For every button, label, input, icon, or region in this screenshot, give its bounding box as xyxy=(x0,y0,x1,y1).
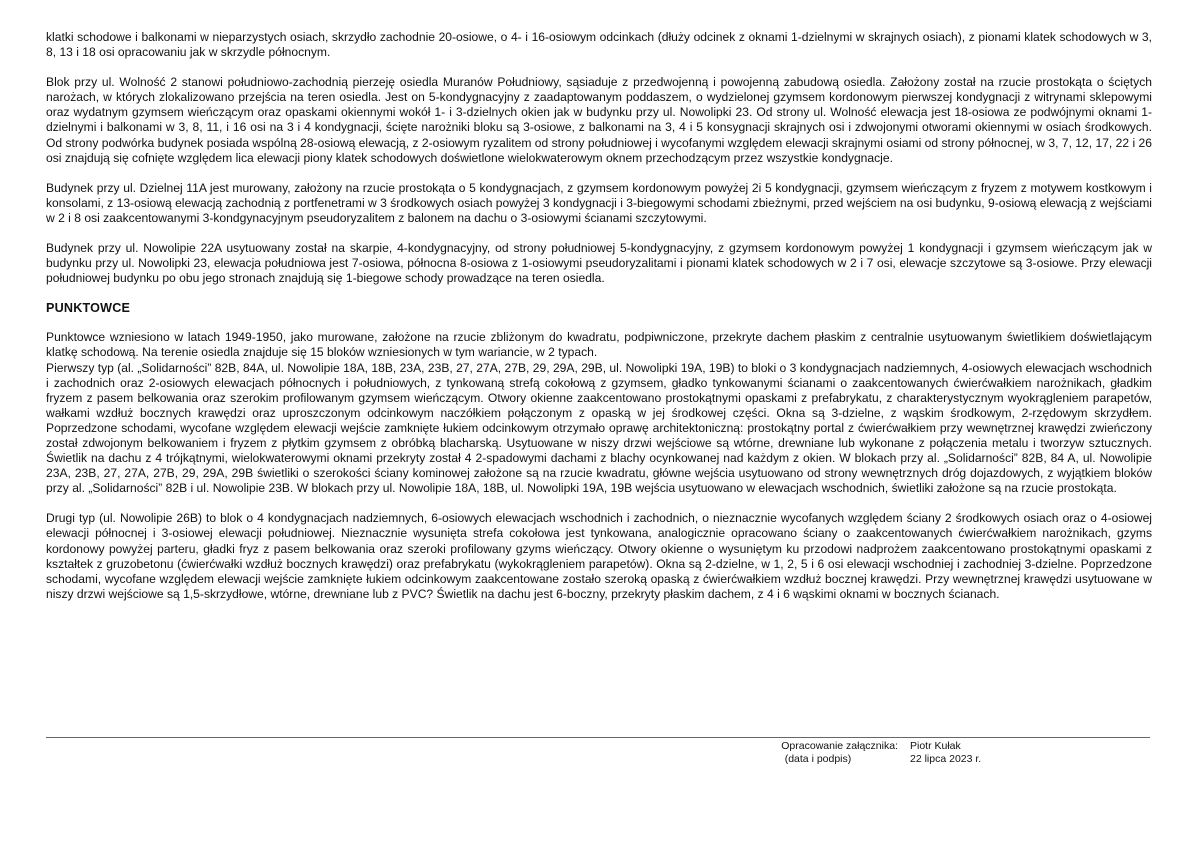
document-body xyxy=(46,30,1152,617)
paragraph-nowolipie-22a: Budynek przy ul. Nowolipie 22A usytuowany został na skarpie, 4-kondygnacyjny, od strony południowej 5-kondygnacyjny, z gzymsem kordonowym powyżej 1 kondygnacji i gzymsem wieńczącym jak w budynku przy ul. Nowolipki 23, elewacja południowa jest 7-osiowa, północna 8-osiowa z 1-osiowymi pseudoryzalitami i pionami klatek schodowych w 2 i 7 osi, elewacje szczytowe są 3-osiowe. Przy elewacji południowej budynku po obu jego stronach znajdują się 1-biegowe schody prowadzące na teren osiedla. xyxy=(46,241,1152,286)
footer-divider xyxy=(46,737,1150,738)
paragraph-first-type: Pierwszy typ (al. „Solidarności” 82B, 84A, ul. Nowolipie 18A, 18B, 23A, 23B, 27, 27A, 27B, 29, 29A, 29B, ul. Nowolipki 19A, 19B) to bloki o 3 kondygnacjach nadziemnych, 4-osiowych elewacjach wschodnich i zachodnich oraz 2-osiowych elewacjach północnych i południowych, z tynkowaną strefą cokołową z gzymsem, gładko tynkowanymi ścianami o zaakcentowanych ćwierćwałkiem narożnikach, gładkim fryzem z pasem belkowania oraz szerokim profilowanym gzymsem wieńczącym. Otwory okienne zaakcentowano prostokątnymi opaskami z prefabrykatu, z charakterystycznym wyokrągleniem parapetów, wałkami wzdłuż bocznych krawędzi oraz uproszczonym odcinkowym naczółkiem połączonym z opaską w jej środkowej części. Okna są 3-dzielne, z wąskim środkowym, 2-rzędowym skrzydłem. Poprzedzone schodami, wycofane względem elewacji wejście zamknięte łukiem odcinkowym otrzymało oprawę architektoniczną: prostokątny portal z ćwierćwałkiem przy wewnętrznej krawędzi zwieńczony został zdwojonym belkowaniem i fryzem z płytkim gzymsem z obróbką blacharską. Usytuowane w niszy drzwi wejściowe są wtórne, drewniane lub wykonane z połączenia metalu i tworzyw sztucznych. Świetlik na dachu z 4 trójkątnymi, wielokwaterowymi oknami przekryty został 4 2-spadowymi dachami z blachy ocynkowanej nad każdym z okien. W blokach przy al. „Solidarności” 82B, 84 A, ul. Nowolipie 23A, 23B, 27, 27A, 27B, 29, 29A, 29B świetliki o szerokości ściany kominowej założone są na rzucie kwadratu, główne wejścia usytuowano od strony wewnętrznych dróg dojazdowych, z wyjątkiem bloków przy al. „Solidarności” 82B i ul. Nowolipie 23B. W blokach przy ul. Nowolipie 18A, 18B, ul. Nowolipki 19A, 19B wejścia usytuowano w elewacjach wschodnich, świetliki założone są na rzucie prostokąta. xyxy=(46,360,1152,496)
paragraph-wolnosc-2: Blok przy ul. Wolność 2 stanowi południowo-zachodnią pierzeję osiedla Muranów Południowy, sąsiaduje z przedwojenną i powojenną zabudową osiedla. Założony został na rzucie prostokąta o ściętych narożach, w których zlokalizowano przejścia na teren osiedla. Jest on 5-kondygnacyjny z zaadaptowanym poddaszem, o wydzielonej gzymsem kordonowym pierwszej kondygnacji z witrynami sklepowymi oraz wydatnym gzymsem wieńczącym oraz opaskami okiennymi wokół 1- i 3-dzielnych okien jak w budynku przy ul. Nowolipki 23. Od strony ul. Wolność elewacja jest 18-osiowa ze podwójnymi oknami 1-dzielnymi i balkonami w 3, 8, 11, i 16 osi na 3 i 4 kondygnacji, ścięte narożniki bloku są 3-osiowe, z balkonami na 3, 4 i 5 konsygnacji skrajnych osi i zdwojonymi otworami okiennymi w osiach środkowych. Od strony podwórka budynek posiada wspólną 28-osiową elewacją, z 2-osiowym ryzalitem od strony południowej i wycofanymi względem elewacji skrajnymi osiami od strony północnej, w 3, 7, 12, 17, 22 i 26 osi znajdują się cofnięte względem lica elewacji piony klatek schodowych doświetlone wielokwaterowym oknem przechodzącym przez wszystkie kondygnacje. xyxy=(46,75,1152,165)
section-heading-punktowce: PUNKTOWCE xyxy=(46,301,131,316)
document-date: 22 lipca 2023 r. xyxy=(910,753,982,765)
paragraph-second-type: Drugi typ (ul. Nowolipie 26B) to blok o 4 kondygnacjach nadziemnych, 6-osiowych elewacjach wschodnich i zachodnich, o nieznacznie wycofanych względem ściany 2 środkowych osiach oraz o 4-osiowej elewacji północnej i 3-osiowej elewacji południowej. Nieznacznie wysunięta strefa cokołowa jest tynkowana, analogicznie opracowano ściany o zaakcentowanych ćwierćwałkiem narożnikach, gzyms kordonowy powyżej parteru, gładki fryz z pasem belkowania oraz szeroki profilowany gzyms wieńczący. Otwory okienne o wysuniętym ku przodowi nadprożem zaakcentowano prostokątnymi opaskami z kształtek z gruzobetonu (ćwierćwałki wzdłuż bocznych krawędzi) oraz prefabrykatu (wykokrągleniem parapetów). Okna są 2-dzielne, w 1, 2, 5 i 6 osi elewacji wschodniej i zachodniej 3-dzielne. Poprzedzone schodami, wycofane względem elewacji wejście zamknięte łukiem odcinkowym zaakcentowane zostało szeroką opaską z ćwierćwałkiem wzdłuż bocznej krawędzi. Przy wewnętrznej krawędzi usytuowane w niszy drzwi wejściowe są 1,5-skrzydłowe, wtórne, drewniane lub z PVC? Świetlik na dachu jest 6-boczny, przekryty płaskim dachem, z 4 i 6 wąskimi oknami w bocznych ścianach. xyxy=(46,511,1152,601)
prepared-by-label: Opracowanie załącznika: xyxy=(781,740,898,752)
author-name: Piotr Kułak xyxy=(910,740,961,752)
paragraph-punktowce-intro: Punktowce wzniesiono w latach 1949-1950, jako murowane, założone na rzucie zbliżonym do kwadratu, podpiwniczone, przekryte dachem płaskim z centralnie usytuowanym świetlikiem doświetlającym klatkę schodową. Na terenie osiedla znajduje się 15 bloków wzniesionych w tym wariancie, w 2 typach. xyxy=(46,330,1152,360)
paragraph-intro-continuation: klatki schodowe i balkonami w nieparzystych osiach, skrzydło zachodnie 20-osiowe, o 4- i 16-osiowym odcinkach (dłuży odcinek z oknami 1-dzielnymi w skrajnych osiach), z pionami klatek schodowych w 3, 8, 13 i 18 osi opracowaniu jak w skrzydle północnym. xyxy=(46,30,1152,60)
date-signature-label: (data i podpis) xyxy=(784,753,852,765)
paragraph-dzielna-11a: Budynek przy ul. Dzielnej 11A jest murowany, założony na rzucie prostokąta o 5 kondygnacjach, z gzymsem kordonowym powyżej 2i 5 kondygnacji, gzymsem wieńczącym z fryzem z motywem kostkowym i konsolami, z 13-osiową elewacją zachodnią z portfenetrami w 3 środkowych osiach powyżej 3 kondygnacji i 3-biegowymi schodami zbieżnymi, przed wejściem na osi budynku, 9-osiową elewacją z wejściami w 2 i 8 osi zaakcentowanymi 3-kondgynacyjnym pseudoryzalitem z balonem na dachu o 3-osiowymi ścianami szczytowymi. xyxy=(46,180,1152,225)
